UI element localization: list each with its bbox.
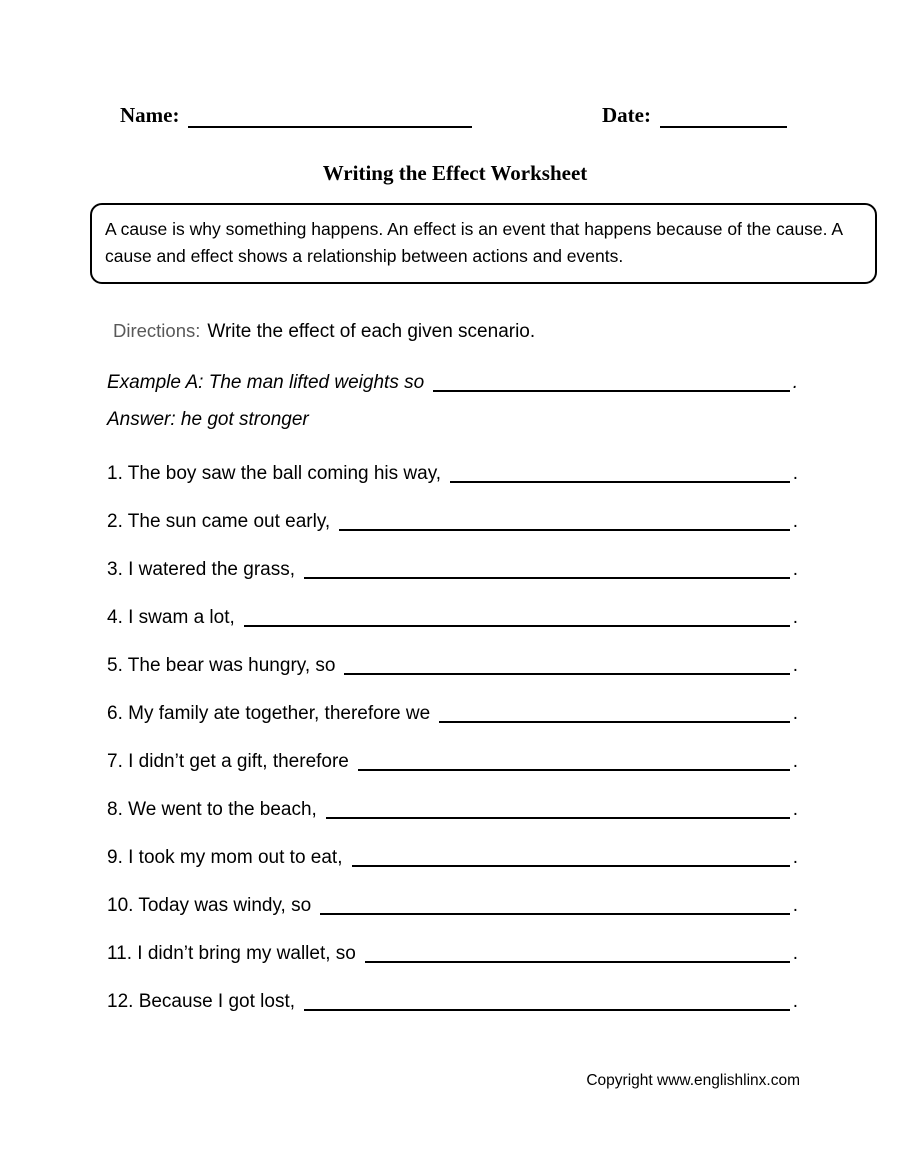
- item-prompt: 12. Because I got lost,: [107, 991, 296, 1012]
- definition-text: A cause is why something happens. An effect is an event that happens because of the cause. A cause and effect shows a relationship between actions and events.: [105, 219, 843, 266]
- item-answer-line[interactable]: [304, 995, 790, 1011]
- item-answer-line[interactable]: [358, 755, 790, 771]
- directions-label: Directions:: [113, 320, 201, 341]
- item-terminator: .: [792, 607, 798, 628]
- worksheet-item-row: [107, 748, 798, 776]
- example-prompt: Example A: The man lifted weights so: [107, 372, 425, 393]
- worksheet-item-row: [107, 604, 798, 632]
- worksheet-item-row: [107, 844, 798, 872]
- item-answer-line[interactable]: [352, 851, 790, 867]
- name-label: Name:: [120, 103, 180, 127]
- item-terminator: .: [792, 799, 798, 820]
- item-prompt: 3. I watered the grass,: [107, 559, 295, 580]
- name-field-group: [120, 103, 472, 128]
- item-prompt: 4. I swam a lot,: [107, 607, 235, 628]
- worksheet-item-row: [107, 508, 798, 536]
- directions-text: Write the effect of each given scenario.: [207, 321, 536, 342]
- item-answer-line[interactable]: [344, 659, 789, 675]
- item-terminator: .: [792, 751, 798, 772]
- item-prompt: 7. I didn’t get a gift, therefore: [107, 751, 349, 772]
- item-terminator: .: [792, 655, 798, 676]
- worksheet-item-row: [107, 700, 798, 728]
- item-prompt: 2. The sun came out early,: [107, 511, 331, 532]
- item-answer-line[interactable]: [365, 947, 790, 963]
- item-answer-line[interactable]: [304, 563, 790, 579]
- name-input-line[interactable]: [188, 104, 472, 128]
- item-terminator: .: [792, 847, 798, 868]
- item-terminator: .: [792, 511, 798, 532]
- item-prompt: 8. We went to the beach,: [107, 799, 317, 820]
- item-answer-line[interactable]: [339, 515, 790, 531]
- example-row: [107, 369, 798, 397]
- item-terminator: .: [792, 943, 798, 964]
- date-input-line[interactable]: [660, 104, 787, 128]
- item-terminator: .: [792, 703, 798, 724]
- item-terminator: .: [792, 991, 798, 1012]
- example-terminator: .: [792, 372, 798, 393]
- item-terminator: .: [792, 895, 798, 916]
- item-answer-line[interactable]: [439, 707, 790, 723]
- worksheet-item-row: [107, 796, 798, 824]
- definition-box: [90, 203, 877, 284]
- worksheet-item-row: [107, 460, 798, 488]
- item-prompt: 10. Today was windy, so: [107, 895, 312, 916]
- worksheet-item-row: [107, 892, 798, 920]
- directions-row: [113, 320, 870, 343]
- worksheet-item-row: [107, 556, 798, 584]
- worksheet-item-row: [107, 652, 798, 680]
- worksheet-item-row: [107, 940, 798, 968]
- date-field-group: [602, 103, 787, 128]
- item-terminator: .: [792, 463, 798, 484]
- item-answer-line[interactable]: [320, 899, 790, 915]
- item-answer-line[interactable]: [326, 803, 790, 819]
- item-prompt: 6. My family ate together, therefore we: [107, 703, 431, 724]
- item-prompt: 1. The boy saw the ball coming his way,: [107, 463, 442, 484]
- item-prompt: 11. I didn’t bring my wallet, so: [107, 943, 356, 964]
- example-answer: Answer: he got stronger: [107, 409, 309, 430]
- item-prompt: 9. I took my mom out to eat,: [107, 847, 343, 868]
- page-title: Writing the Effect Worksheet: [322, 161, 588, 185]
- item-answer-line[interactable]: [244, 611, 790, 627]
- header-row: [0, 0, 910, 128]
- worksheet-items: [107, 460, 798, 1016]
- item-prompt: 5. The bear was hungry, so: [107, 655, 336, 676]
- item-terminator: .: [792, 559, 798, 580]
- date-label: Date:: [602, 103, 651, 127]
- item-answer-line[interactable]: [450, 467, 790, 483]
- copyright-text: Copyright www.englishlinx.com: [586, 1072, 800, 1089]
- example-answer-line[interactable]: [433, 376, 790, 392]
- worksheet-item-row: [107, 988, 798, 1016]
